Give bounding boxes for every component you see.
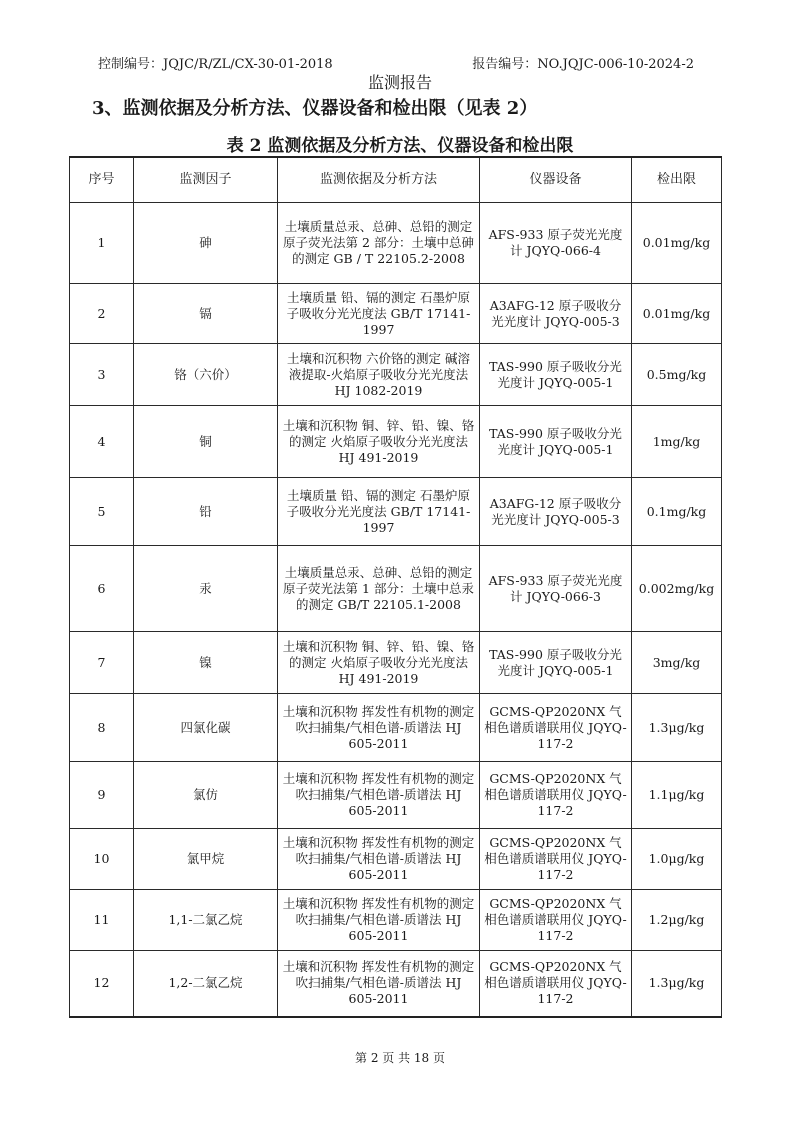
instrument-cell: GCMS-QP2020NX 气相色谱质谱联用仪 JQYQ-117-2 <box>480 951 632 1017</box>
limit-cell: 1.1μg/kg <box>632 762 722 829</box>
row-number: 1 <box>70 203 134 284</box>
row-number: 9 <box>70 762 134 829</box>
row-number: 8 <box>70 694 134 762</box>
instrument-cell: A3AFG-12 原子吸收分光光度计 JQYQ-005-3 <box>480 478 632 546</box>
col-header-method: 监测依据及分析方法 <box>278 157 480 203</box>
limit-cell: 1.3μg/kg <box>632 694 722 762</box>
col-header-factor: 监测因子 <box>134 157 278 203</box>
method-cell: 土壤和沉积物 六价铬的测定 碱溶液提取-火焰原子吸收分光光度法 HJ 1082-2019 <box>278 344 480 406</box>
factor-cell: 1,2-二氯乙烷 <box>134 951 278 1017</box>
factor-cell: 镉 <box>134 284 278 344</box>
control-number: 控制编号：JQJC/R/ZL/CX-30-01-2018 <box>98 57 333 72</box>
row-number: 12 <box>70 951 134 1017</box>
table-row <box>70 406 722 478</box>
limit-cell: 0.01mg/kg <box>632 284 722 344</box>
method-cell: 土壤质量总汞、总砷、总铅的测定原子荧光法第 2 部分：土壤中总砷的测定 GB / T 22105.2-2008 <box>278 203 480 284</box>
row-number: 2 <box>70 284 134 344</box>
limit-cell: 1.0μg/kg <box>632 829 722 890</box>
section-heading: 3、监测依据及分析方法、仪器设备和检出限（见表 2） <box>92 98 538 119</box>
row-number: 6 <box>70 546 134 632</box>
instrument-cell: A3AFG-12 原子吸收分光光度计 JQYQ-005-3 <box>480 284 632 344</box>
limit-cell: 0.5mg/kg <box>632 344 722 406</box>
instrument-cell: AFS-933 原子荧光光度计 JQYQ-066-3 <box>480 546 632 632</box>
method-cell: 土壤和沉积物 挥发性有机物的测定吹扫捕集/气相色谱-质谱法 HJ 605-2011 <box>278 890 480 951</box>
instrument-cell: GCMS-QP2020NX 气相色谱质谱联用仪 JQYQ-117-2 <box>480 890 632 951</box>
factor-cell: 四氯化碳 <box>134 694 278 762</box>
factor-cell: 氯甲烷 <box>134 829 278 890</box>
limit-cell: 1.3μg/kg <box>632 951 722 1017</box>
factor-cell: 铬（六价） <box>134 344 278 406</box>
table-row <box>70 951 722 1017</box>
report-number: 报告编号：NO.JQJC-006-10-2024-2 <box>472 57 694 72</box>
method-cell: 土壤和沉积物 挥发性有机物的测定吹扫捕集/气相色谱-质谱法 HJ 605-2011 <box>278 762 480 829</box>
factor-cell: 氯仿 <box>134 762 278 829</box>
report-title: 监测报告 <box>367 73 432 92</box>
limit-cell: 0.01mg/kg <box>632 203 722 284</box>
instrument-cell: TAS-990 原子吸收分光光度计 JQYQ-005-1 <box>480 632 632 694</box>
row-number: 10 <box>70 829 134 890</box>
factor-cell: 铜 <box>134 406 278 478</box>
table-row <box>70 203 722 284</box>
table-row <box>70 762 722 829</box>
factor-cell: 镍 <box>134 632 278 694</box>
table-row <box>70 632 722 694</box>
limit-cell: 3mg/kg <box>632 632 722 694</box>
factor-cell: 砷 <box>134 203 278 284</box>
table-row <box>70 694 722 762</box>
instrument-cell: GCMS-QP2020NX 气相色谱质谱联用仪 JQYQ-117-2 <box>480 694 632 762</box>
limit-cell: 0.1mg/kg <box>632 478 722 546</box>
instrument-cell: TAS-990 原子吸收分光光度计 JQYQ-005-1 <box>480 406 632 478</box>
col-header-no: 序号 <box>70 157 134 203</box>
row-number: 11 <box>70 890 134 951</box>
row-number: 7 <box>70 632 134 694</box>
factor-cell: 1,1-二氯乙烷 <box>134 890 278 951</box>
limit-cell: 0.002mg/kg <box>632 546 722 632</box>
limit-cell: 1.2μg/kg <box>632 890 722 951</box>
table-row <box>70 829 722 890</box>
limit-cell: 1mg/kg <box>632 406 722 478</box>
instrument-cell: GCMS-QP2020NX 气相色谱质谱联用仪 JQYQ-117-2 <box>480 829 632 890</box>
row-number: 4 <box>70 406 134 478</box>
method-cell: 土壤质量 铅、镉的测定 石墨炉原子吸收分光光度法 GB/T 17141-1997 <box>278 478 480 546</box>
method-cell: 土壤质量 铅、镉的测定 石墨炉原子吸收分光光度法 GB/T 17141-1997 <box>278 284 480 344</box>
method-cell: 土壤和沉积物 铜、锌、铅、镍、铬的测定 火焰原子吸收分光光度法 HJ 491-2019 <box>278 406 480 478</box>
table-caption: 表 2 监测依据及分析方法、仪器设备和检出限 <box>226 136 574 156</box>
monitoring-methods-table <box>69 156 722 1018</box>
table-header-row <box>70 157 722 203</box>
instrument-cell: TAS-990 原子吸收分光光度计 JQYQ-005-1 <box>480 344 632 406</box>
instrument-cell: AFS-933 原子荧光光度计 JQYQ-066-4 <box>480 203 632 284</box>
instrument-cell: GCMS-QP2020NX 气相色谱质谱联用仪 JQYQ-117-2 <box>480 762 632 829</box>
table-row <box>70 284 722 344</box>
table-row <box>70 890 722 951</box>
method-cell: 土壤和沉积物 挥发性有机物的测定吹扫捕集/气相色谱-质谱法 HJ 605-2011 <box>278 829 480 890</box>
method-cell: 土壤和沉积物 挥发性有机物的测定吹扫捕集/气相色谱-质谱法 HJ 605-2011 <box>278 694 480 762</box>
table-row <box>70 478 722 546</box>
method-cell: 土壤和沉积物 挥发性有机物的测定吹扫捕集/气相色谱-质谱法 HJ 605-2011 <box>278 951 480 1017</box>
row-number: 3 <box>70 344 134 406</box>
col-header-limit: 检出限 <box>632 157 722 203</box>
method-cell: 土壤质量总汞、总砷、总铅的测定原子荧光法第 1 部分：土壤中总汞的测定 GB/T 22105.1-2008 <box>278 546 480 632</box>
factor-cell: 铅 <box>134 478 278 546</box>
factor-cell: 汞 <box>134 546 278 632</box>
col-header-instrument: 仪器设备 <box>480 157 632 203</box>
method-cell: 土壤和沉积物 铜、锌、铅、镍、铬的测定 火焰原子吸收分光光度法 HJ 491-2019 <box>278 632 480 694</box>
row-number: 5 <box>70 478 134 546</box>
table-row <box>70 344 722 406</box>
page-footer: 第 2 页 共 18 页 <box>355 1051 445 1065</box>
table-row <box>70 546 722 632</box>
